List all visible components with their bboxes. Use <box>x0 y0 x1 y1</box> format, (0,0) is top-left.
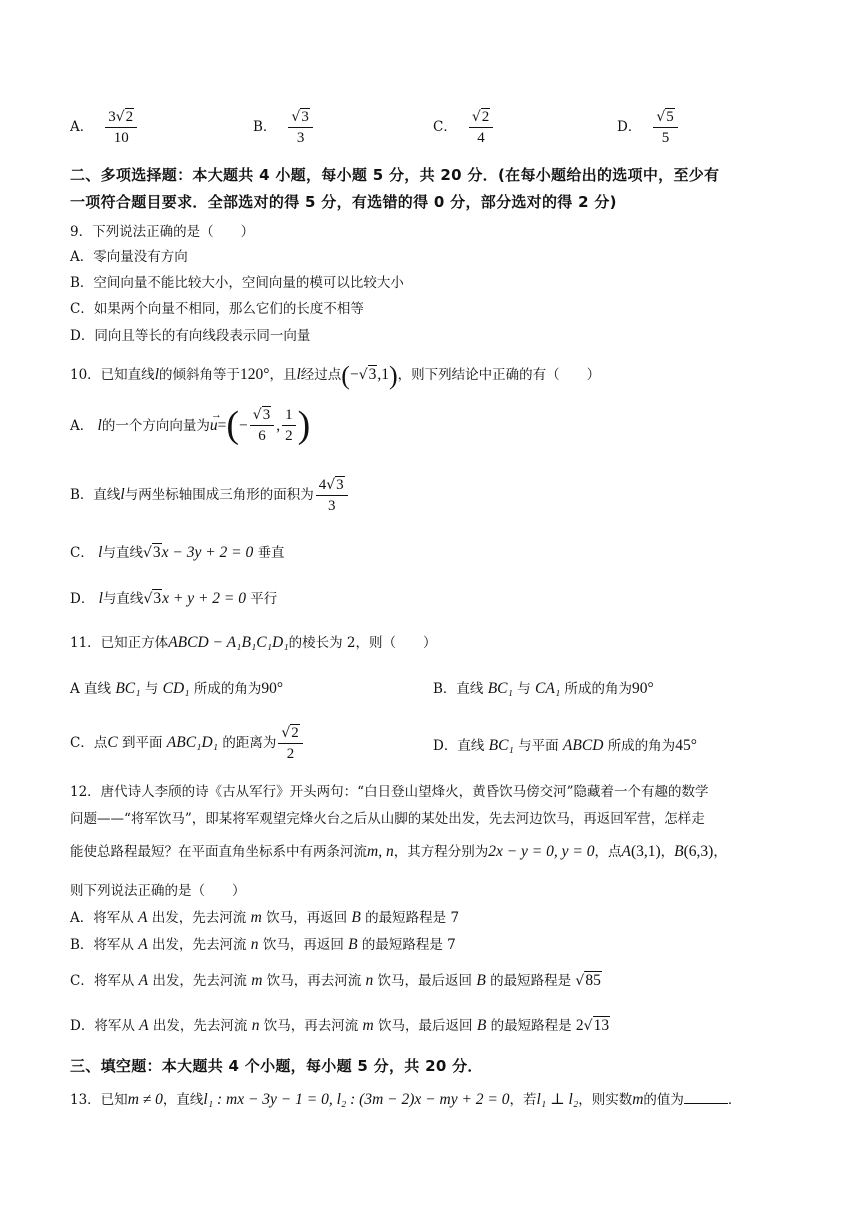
q12-option-a: A．将军从 A 出发，先去河流 m 饮马，再返回 B 的最短路程是 7 <box>70 909 460 926</box>
q12-option-d: D．将军从 A 出发，先去河流 n 饮马，再去河流 m 饮马，最后返回 B 的最短路程是 2√13 <box>70 1017 610 1034</box>
q10-option-b: B．直线 l 与两坐标轴围成三角形的面积为 $\frac{4√3}{3}$ <box>70 476 350 515</box>
fraction: $\frac{√5}{5}$ <box>653 108 677 147</box>
q11-option-d: D．直线 BC₁ 与平面 ABCD 所成的角为45° <box>433 737 697 754</box>
q12-option-b: B．将军从 A 出发，先去河流 n 饮马，再返回 B 的最短路程是 7 <box>70 936 456 953</box>
q9-option-b: B．空间向量不能比较大小，空间向量的模可以比较大小 <box>70 275 404 291</box>
q12-stem-line-4: 则下列说法正确的是（ ） <box>70 883 246 899</box>
q11-option-a: A 直线 BC₁ 与 CD₁ 所成的角为90° <box>70 680 284 697</box>
fraction: $\frac{√3}{3}$ <box>288 108 312 147</box>
q11-option-c: C．点 C 到平面 ABC₁D₁ 的距离为 $\frac{√2}{2}$ <box>70 724 305 763</box>
q10-option-c: C． l与直线√3x − 3y + 2 = 0 垂直 <box>70 544 285 561</box>
q13-stem: 13．已知m ≠ 0，直线l₁ : mx − 3y − 1 = 0, l₂ : (3m − 2)x − my + 2 = 0，若l₁ ⊥ l₂，则实数m的值为 ． <box>70 1091 742 1108</box>
q8-option-a: A． $\frac{3√2}{10}$ <box>70 108 139 147</box>
q9-option-c: C．如果两个向量不相同，那么它们的长度不相等 <box>70 301 364 317</box>
q12-option-c: C．将军从 A 出发，先去河流 m 饮马，再去河流 n 饮马，最后返回 B 的最短路程是 √85 <box>70 972 601 989</box>
q12-stem-line-2: 问题——“将军饮马”，即某将军观望完烽火台之后从山脚的某处出发，先去河边饮马，再返回军营，怎样走 <box>70 811 705 827</box>
q10-stem: 10．已知直线l的倾斜角等于120°，且l经过点(−√3,1)，则下列结论中正确的有（ ） <box>70 361 601 390</box>
q8-option-c: C． $\frac{√2}{4}$ <box>433 108 495 147</box>
q12-stem-line-3: 能使总路程最短？在平面直角坐标系中有两条河流m, n，其方程分别为2x − y = 0, y = 0，点A(3,1)，B(6,3)， <box>70 843 727 860</box>
section-3-heading: 三、填空题：本大题共 4 个小题，每小题 5 分，共 20 分． <box>70 1057 483 1075</box>
fraction: $\frac{√2}{4}$ <box>469 108 493 147</box>
section-2-heading-cont: 一项符合题目要求．全部选对的得 5 分，有选错的得 0 分，部分选对的得 2 分) <box>70 193 617 211</box>
section-2-heading: 二、多项选择题：本大题共 4 小题，每小题 5 分，共 20 分．(在每小题给出的选项中，至少有 <box>70 166 720 184</box>
q9-stem: 9．下列说法正确的是（ ） <box>70 224 255 240</box>
answer-blank[interactable] <box>684 1089 728 1104</box>
q10-option-d: D． l与直线√3x + y + 2 = 0 平行 <box>70 590 278 607</box>
q9-option-d: D．同向且等长的有向线段表示同一向量 <box>70 328 311 344</box>
fraction: $\frac{4√3}{3}$ <box>316 476 348 515</box>
fraction: $\frac{√3}{6}$ <box>250 406 274 445</box>
fraction: $\frac{√2}{2}$ <box>278 724 302 763</box>
fraction: $\frac{3√2}{10}$ <box>105 108 137 147</box>
q11-option-b: B．直线 BC₁ 与 CA₁ 所成的角为90° <box>433 680 654 697</box>
q8-option-d: D． $\frac{√5}{5}$ <box>617 108 680 147</box>
q10-option-a: A． l 的一个方向向量为 → u = ( − $\frac{√3}{6}$ , $\frac{1}{2}$ ) <box>70 404 311 446</box>
q8-option-b: B． $\frac{√3}{3}$ <box>253 108 315 147</box>
q11-stem: 11．已知正方体ABCD − A₁B₁C₁D₁的棱长为 2，则（ ） <box>70 634 437 651</box>
q9-option-a: A．零向量没有方向 <box>70 249 188 265</box>
fraction: $\frac{1}{2}$ <box>282 406 296 445</box>
q12-stem-line-1: 12．唐代诗人李颀的诗《古从军行》开头两句：“白日登山望烽火，黄昏饮马傍交河”隐藏着一个有趣的数学 <box>70 784 709 800</box>
